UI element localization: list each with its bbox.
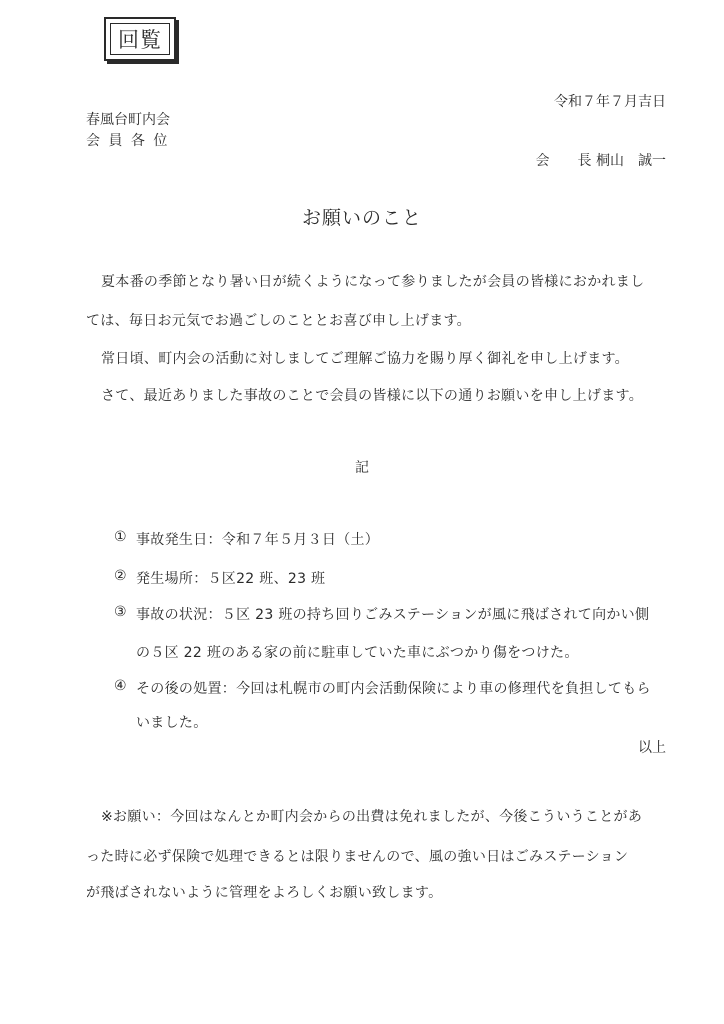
intro-line: さて、最近ありました事故のことで会員の皆様に以下の通りお願いを申し上げます。: [101, 388, 643, 404]
item-text: その後の処置：今回は札幌市の町内会活動保険により車の修理代を負担してもら: [136, 681, 651, 697]
intro-line: ては、毎日お元気でお過ごしのこととお喜び申し上げます。: [86, 313, 471, 329]
intro-line: 夏本番の季節となり暑い日が続くようになって参りましたが会員の皆様におかれまし: [101, 274, 645, 290]
note-line: が飛ばされないように管理をよろしくお願い致します。: [86, 885, 443, 901]
note-line: った時に必ず保険で処理できるとは限りませんので、風の強い日はごみステーション: [86, 849, 629, 865]
circulation-stamp: [104, 17, 176, 61]
recipient-members: 会 員 各 位: [86, 133, 170, 149]
item-text-continuation: の５区 22 班のある家の前に駐車していた車にぶつかり傷をつけた。: [136, 645, 579, 661]
item-text: 事故発生日：令和７年５月３日（土）: [136, 532, 380, 548]
document-title: お願いのこと: [301, 207, 422, 229]
item-text-continuation: いました。: [136, 715, 208, 731]
closing-ijo: 以上: [638, 740, 666, 756]
document-date: 令和７年７月吉日: [554, 94, 666, 110]
recipient-organization: 春風台町内会: [86, 112, 170, 128]
item-text: 発生場所：５区22 班、23 班: [136, 571, 326, 587]
stamp-label: 回覧: [110, 23, 170, 55]
note-line: ※お願い：今回はなんとか町内会からの出費は免れましたが、今後こういうことがあ: [101, 809, 643, 825]
item-number: ②: [114, 568, 127, 584]
item-number: ④: [114, 678, 127, 694]
ki-heading: 記: [355, 460, 369, 476]
sender-name: 会 長 桐山 誠一: [535, 153, 666, 169]
item-number: ①: [114, 529, 127, 545]
item-number: ③: [114, 604, 127, 620]
intro-line: 常日頃、町内会の活動に対しましてご理解ご協力を賜り厚く御礼を申し上げます。: [101, 351, 629, 367]
item-text: 事故の状況：５区 23 班の持ち回りごみステーションが風に飛ばされて向かい側: [136, 607, 650, 623]
